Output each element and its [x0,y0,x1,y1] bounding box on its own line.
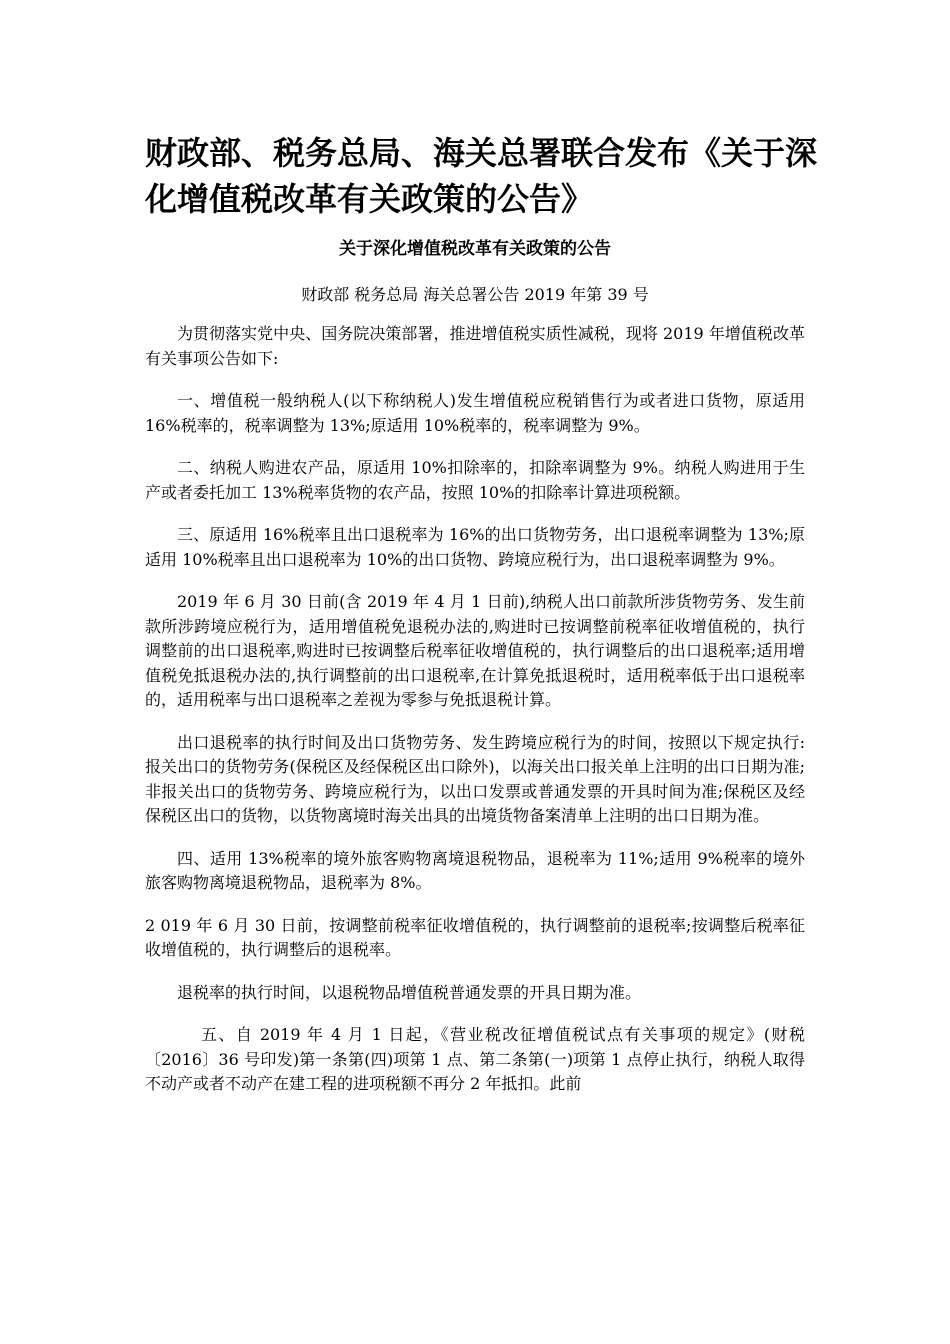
paragraph-intro: 为贯彻落实党中央、国务院决策部署，推进增值税实质性减税，现将 2019 年增值税改革有关事项公告如下: [145,324,805,368]
paragraph-item-3: 三、原适用 16%税率且出口退税率为 16%的出口货物劳务，出口退税率调整为 13%;原适用 10%税率且出口退税率为 10%的出口货物、跨境应税行为，出口退税率调整为 9%。 [145,525,805,569]
paragraph-item-4: 四、适用 13%税率的境外旅客购物离境退税物品，退税率为 11%;适用 9%税率的境外旅客购物离境退税物品，退税率为 8%。 [145,848,805,892]
announcement-subtitle: 关于深化增值税改革有关政策的公告 [339,239,611,259]
paragraph-item-2: 二、纳税人购进农产品，原适用 10%扣除率的，扣除率调整为 9%。纳税人购进用于生产或者委托加工 13%税率货物的农产品，按照 10%的扣除率计算进项税额。 [145,458,805,502]
paragraph-item-3-transition: 2019 年 6 月 30 日前(含 2019 年 4 月 1 日前),纳税人出口前款所涉货物劳务、发生前款所涉跨境应税行为，适用增值税免退税办法的,购进时已按调整前税率征收增值税的，执行调整前的出口退税率,购进时已按调整后税率征收增值税的，执行调整后的出口退税率;适用增值税免抵退税办法的,执行调整前的出口退税率,在计算免抵退税时，适用税率低于出口退税率的，适用税率与出口退税率之差视为零参与免抵退税计算。 [145,592,805,709]
announcement-number: 财政部 税务总局 海关总署公告 2019 年第 39 号 [301,285,649,304]
paragraph-item-3-timing: 出口退税率的执行时间及出口货物劳务、发生跨境应税行为的时间，按照以下规定执行:报关出口的货物劳务(保税区及经保税区出口除外)，以海关出口报关单上注明的出口日期为准;非报关出口的货物劳务、跨境应税行为，以出口发票或普通发票的开具时间为准;保税区及经保税区出口的货物，以货物离境时海关出具的出境货物备案清单上注明的出口日期为准。 [145,732,805,825]
paragraph-item-4-timing: 退税率的执行时间，以退税物品增值税普通发票的开具日期为准。 [177,982,642,1002]
document-title: 财政部、税务总局、海关总署联合发布《关于深化增值税改革有关政策的公告》 [145,134,818,218]
paragraph-item-4-transition: 2 019 年 6 月 30 日前，按调整前税率征收增值税的，执行调整前的退税率;按调整后税率征收增值税的，执行调整后的退税率。 [145,915,805,959]
paragraph-item-5: 五、自 2019 年 4 月 1 日起，《营业税改征增值税试点有关事项的规定》(财税〔2016〕36 号印发)第一条第(四)项第 1 点、第二条第(一)项第 1 点停止执行，纳税人取得不动产或者不动产在建工程的进项税额不再分 2 年抵扣。此前 [145,1025,805,1093]
document-body [145,322,805,1115]
paragraph-item-1: 一、增值税一般纳税人(以下称纳税人)发生增值税应税销售行为或者进口货物，原适用 16%税率的，税率调整为 13%;原适用 10%税率的，税率调整为 9%。 [145,391,805,435]
